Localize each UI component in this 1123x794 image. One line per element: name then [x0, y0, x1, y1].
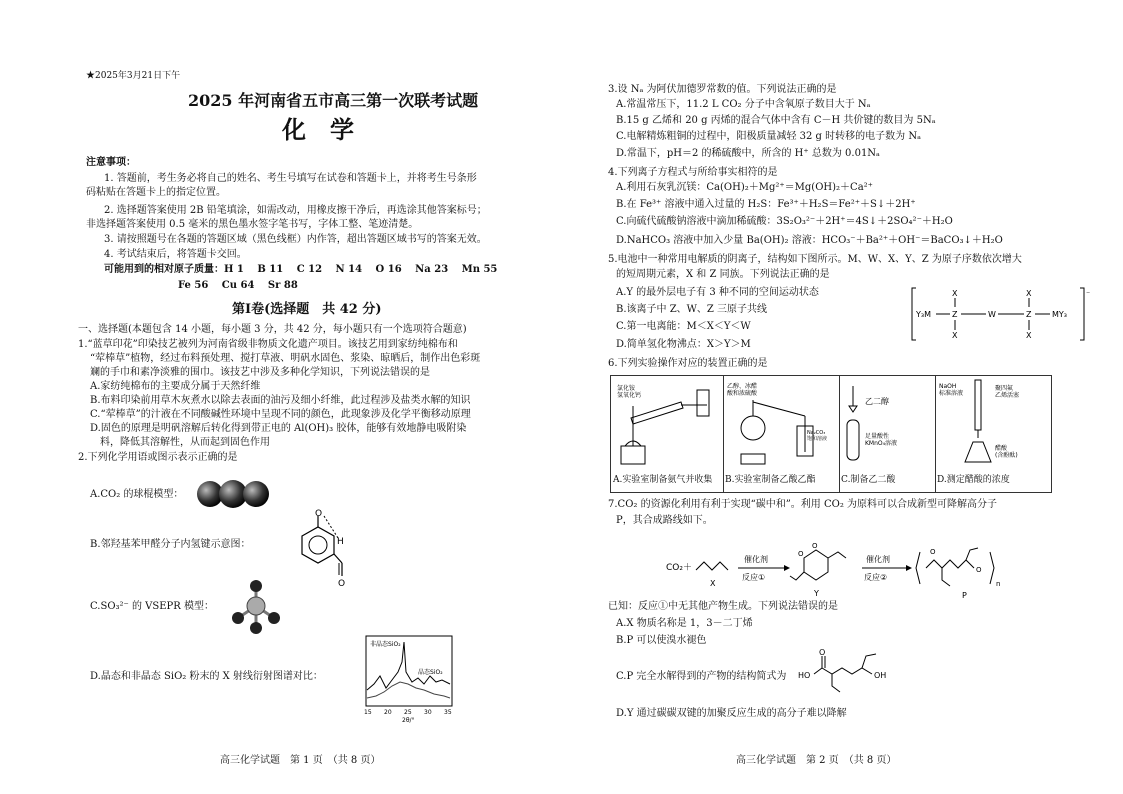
apparatus-c-drawing	[839, 376, 935, 472]
atom-label: O	[930, 548, 936, 556]
q1-option: D.固色的原理是明矾溶解后转化得到带正电的 Al(OH)₃ 胶体，能够有效地静电吸附染	[90, 423, 467, 434]
q7-option: D.Y 通过碳碳双键的加聚反应生成的高分子难以降解	[616, 708, 847, 719]
notice-line: 4. 考试结束后，将答题卡交回。	[104, 249, 247, 260]
synthesis-scheme	[666, 540, 1040, 602]
apparatus-table	[610, 375, 1052, 493]
oxygen-label: O	[338, 579, 346, 586]
compound-label: X	[710, 579, 716, 588]
section-intro: 一、选择题(本题包含 14 小题，每小题 3 分，共 42 分，每小题只有一个选项符合题意)	[78, 324, 467, 335]
anion-structure	[910, 286, 1092, 342]
xrd-axis-label: 2θ/°	[402, 717, 415, 724]
q3-option: C.电解精炼粗铜的过程中，阳极质量减轻 32 g 时转移的电子数为 Nₐ	[616, 131, 921, 142]
atom-label: X	[952, 331, 958, 340]
q3-option: B.15 g 乙烯和 20 g 丙烯的混合气体中含有 C－H 共价键的数目为 5Nₐ	[616, 115, 936, 126]
hydrogen-label: H	[337, 537, 344, 547]
atom-label: W	[988, 310, 996, 319]
catalyst-label: 催化剂	[744, 555, 768, 564]
q5-option: A.Y 的最外层电子有 3 种不同的空间运动状态	[616, 287, 819, 298]
xrd-tick: 25	[404, 709, 412, 716]
q5-option: B.该离子中 Z、W、Z 三原子共线	[616, 304, 768, 315]
reagent-label: 聚四氟乙烯活塞	[995, 385, 1020, 400]
label-line: 氢氧化钙	[617, 392, 642, 400]
reaction-label: 反应②	[864, 573, 888, 582]
q2-stem: 2.下列化学用语或图示表示正确的是	[78, 452, 238, 463]
atom-label: Z	[1026, 310, 1032, 319]
label-line: 饱和溶液	[807, 436, 828, 442]
notice-line: 码粘贴在答题卡上的指定位置。	[86, 187, 226, 198]
label-line: (含酚酞)	[995, 452, 1018, 460]
atom-label: X	[1026, 289, 1032, 298]
xrd-label: 晶态SiO₂	[418, 669, 443, 676]
xrd-label: 非晶态SiO₂	[370, 641, 401, 648]
apparatus-option-b: B.实验室制备乙酸乙酯	[725, 475, 816, 485]
q2-option-d: D.晶态和非晶态 SiO₂ 粉末的 X 射线衍射图谱对比：	[90, 671, 323, 682]
q4-option: B.在 Fe³⁺ 溶液中通入过量的 H₂S：Fe³⁺＋H₂S＝Fe²⁺＋S↓＋2H⁺	[616, 199, 916, 210]
apparatus-option-d: D.测定醋酸的浓度	[937, 475, 1010, 485]
q7-option: A.X 物质名称是 1，3－二丁烯	[616, 618, 753, 629]
q7-line: P，其合成路线如下。	[616, 515, 713, 526]
q1-option: A.家纺纯棉布的主要成分属于天然纤维	[90, 381, 261, 392]
notice-line: 非选择题答案使用 0.5 毫米的黑色墨水签字笔书写，字体工整、笔迹清楚。	[86, 219, 419, 230]
q1-line: 1.“蓝草印花”印染技艺被列为河南省级非物质文化遗产项目。该技艺用到家纺纯棉布和	[78, 339, 458, 350]
q4-line: 4.下列离子方程式与所给事实相符的是	[608, 167, 778, 178]
q3-line: 3.设 Nₐ 为阿伏加德罗常数的值。下列说法正确的是	[608, 84, 837, 95]
apparatus-cell-a	[611, 376, 724, 492]
q4-option: A.利用石灰乳沉镁：Ca(OH)₂＋Mg²⁺＝Mg(OH)₂＋Ca²⁺	[616, 182, 873, 193]
notice-heading: 注意事项：	[86, 157, 136, 168]
q1-option: C.“荤棒草”的汁液在不同酸碱性环境中呈现不同的颜色，此现象涉及化学平衡移动原理	[90, 409, 471, 420]
label-line: 乙烯活塞	[995, 392, 1020, 400]
oxygen-label: O	[315, 509, 323, 519]
q7-option: B.P 可以使溴水褪色	[616, 635, 707, 646]
hydrolysis-product-structure	[796, 648, 926, 698]
co2-ball-stick-model	[196, 476, 270, 512]
page-2	[570, 0, 1123, 794]
q2-option-b: B.邻羟基苯甲醛分子内氢键示意图：	[90, 539, 251, 550]
notice-line: 1. 答题前，考生务必将自己的姓名、考生号填写在试卷和答题卡上，并将考生号条形	[104, 173, 477, 184]
apparatus-cell-b	[723, 376, 840, 492]
apparatus-option-a: A.实验室制备氨气并收集	[613, 475, 713, 485]
vsepr-model	[226, 578, 286, 636]
apparatus-a-drawing	[611, 376, 723, 472]
exam-title: 2025 年河南省五市高三第一次联考试题	[188, 91, 479, 110]
q3-option: A.常温常压下，11.2 L CO₂ 分子中含氧原子数目大于 Nₐ	[616, 99, 871, 110]
reagent-label: 足量酸性 KMnO₄溶液	[865, 433, 898, 448]
notice-line: 3. 请按照题号在各题的答题区域（黑色线框）内作答，超出答题区域书写的答案无效。	[104, 234, 487, 245]
apparatus-b-drawing	[723, 376, 839, 472]
reagent-label: NaOH 标准溶液	[939, 383, 964, 398]
q5-line: 的短周期元素，X 和 Z 同族。下列说法正确的是	[616, 269, 830, 280]
group-label: Y₃M	[916, 310, 931, 319]
group-label: HO	[798, 671, 811, 680]
q4-option: D.NaHCO₃ 溶液中加入少量 Ba(OH)₂ 溶液：HCO₃⁻＋Ba²⁺＋OH⁻＝BaCO₃↓＋H₂O	[616, 235, 1003, 246]
apparatus-option-c: C.制备乙二酸	[841, 475, 896, 485]
q3-option: D.常温下，pH＝2 的稀硫酸中，所含的 H⁺ 总数为 0.01Nₐ	[616, 148, 880, 159]
charge-label: ⁻	[1086, 289, 1091, 298]
q5-line: 5.电池中一种常用电解质的阴离子，结构如下图所示。M、W、X、Y、Z 为原子序数依次增大	[608, 254, 1022, 265]
atom-label: O	[976, 566, 982, 574]
q1-option: B.布料印染前用草木灰煮水以除去表面的油污及细小纤维，此过程涉及盐类水解的知识	[90, 395, 471, 406]
atom-label: X	[952, 289, 958, 298]
xrd-pattern-chart	[358, 632, 460, 724]
atomic-mass-line: Fe 56 Cu 64 Sr 88	[178, 280, 298, 291]
catalyst-label: 催化剂	[866, 555, 890, 564]
group-label: OH	[874, 671, 887, 680]
apparatus-cell-c	[839, 376, 936, 492]
atom-label: Z	[952, 310, 958, 319]
q5-option: C.第一电离能：M＜X＜Y＜W	[616, 321, 751, 332]
q5-option: D.简单氢化物沸点：X＞Y＞M	[616, 339, 751, 350]
reactant-label: CO₂＋	[666, 563, 692, 573]
exam-date: ★2025年3月21日下午	[86, 71, 181, 81]
reagent-label: 醋酸(含酚酞)	[995, 445, 1018, 460]
hydrogen-bond-diagram	[282, 508, 360, 586]
atomic-mass-line: 可能用到的相对原子质量：H 1 B 11 C 12 N 14 O 16 Na 23 Mn 55	[104, 264, 498, 275]
q4-option: C.向硫代硫酸钠溶液中滴加稀硫酸：3S₂O₃²⁻＋2H⁺＝4S↓＋2SO₄²⁻＋H₂O	[616, 216, 953, 227]
xrd-tick: 15	[364, 709, 372, 716]
reaction-label: 反应①	[742, 573, 766, 582]
q1-line: “荤棒草”植物，经过布料预处理、搅打草液、明矾水固色、浆染、晾晒后，制作出色彩斑	[90, 353, 481, 364]
q7-known: 已知：反应①中无其他产物生成。下列说法错误的是	[608, 601, 838, 612]
notice-line: 2. 选择题答案使用 2B 铅笔填涂，如需改动，用橡皮擦干净后，再选涂其他答案标号；	[104, 205, 487, 216]
atom-label: O	[819, 648, 826, 657]
q1-option: 料，降低其溶解性，从而起到固色作用	[90, 437, 270, 448]
page-footer: 高三化学试题 第 1 页 （共 8 页）	[220, 755, 381, 766]
label-line: KMnO₄溶液	[865, 440, 898, 448]
reagent-label: 乙二醇	[865, 397, 889, 406]
xrd-tick: 20	[384, 709, 392, 716]
atom-label: X	[1026, 331, 1032, 340]
reagent-label: 乙醇、冰醋酸和浓硫酸	[727, 383, 758, 398]
page-footer: 高三化学试题 第 2 页 （共 8 页）	[736, 755, 897, 766]
index-label: n	[996, 580, 1001, 588]
label-line: 酸和浓硫酸	[727, 390, 758, 398]
reagent-label: Na₂CO₃ 饱和溶液	[807, 430, 828, 442]
apparatus-d-drawing	[935, 376, 1051, 472]
compound-label: Y	[814, 589, 819, 598]
q2-option-c: C.SO₃²⁻ 的 VSEPR 模型：	[90, 601, 214, 612]
c-atom	[219, 480, 247, 508]
section-title: 第Ⅰ卷(选择题 共 42 分)	[232, 302, 382, 317]
q7-option: C.P 完全水解得到的产物的结构简式为	[616, 671, 787, 682]
atom-label: O	[798, 550, 804, 558]
q7-line: 7.CO₂ 的资源化利用有利于实现“碳中和”。利用 CO₂ 为原料可以合成新型可降解高分子	[608, 499, 998, 510]
apparatus-cell-d	[935, 376, 1051, 492]
reagent-label: 氯化铵氢氧化钙	[617, 385, 642, 400]
o-atom	[243, 481, 269, 507]
q2-option-a: A.CO₂ 的球棍模型：	[90, 489, 184, 500]
label-line: 标准溶液	[939, 390, 964, 398]
group-label: MY₃	[1052, 310, 1067, 319]
q1-line: 斓的手巾和素净淡雅的围巾。该技艺中涉及多种化学知识，下列说法错误的是	[90, 367, 430, 378]
atom-label: O	[812, 542, 818, 550]
xrd-tick: 30	[424, 709, 432, 716]
compound-label: P	[962, 591, 967, 600]
subject-title: 化 学	[282, 115, 354, 144]
q6-stem: 6.下列实验操作对应的装置正确的是	[608, 358, 768, 369]
xrd-tick: 35	[444, 709, 452, 716]
